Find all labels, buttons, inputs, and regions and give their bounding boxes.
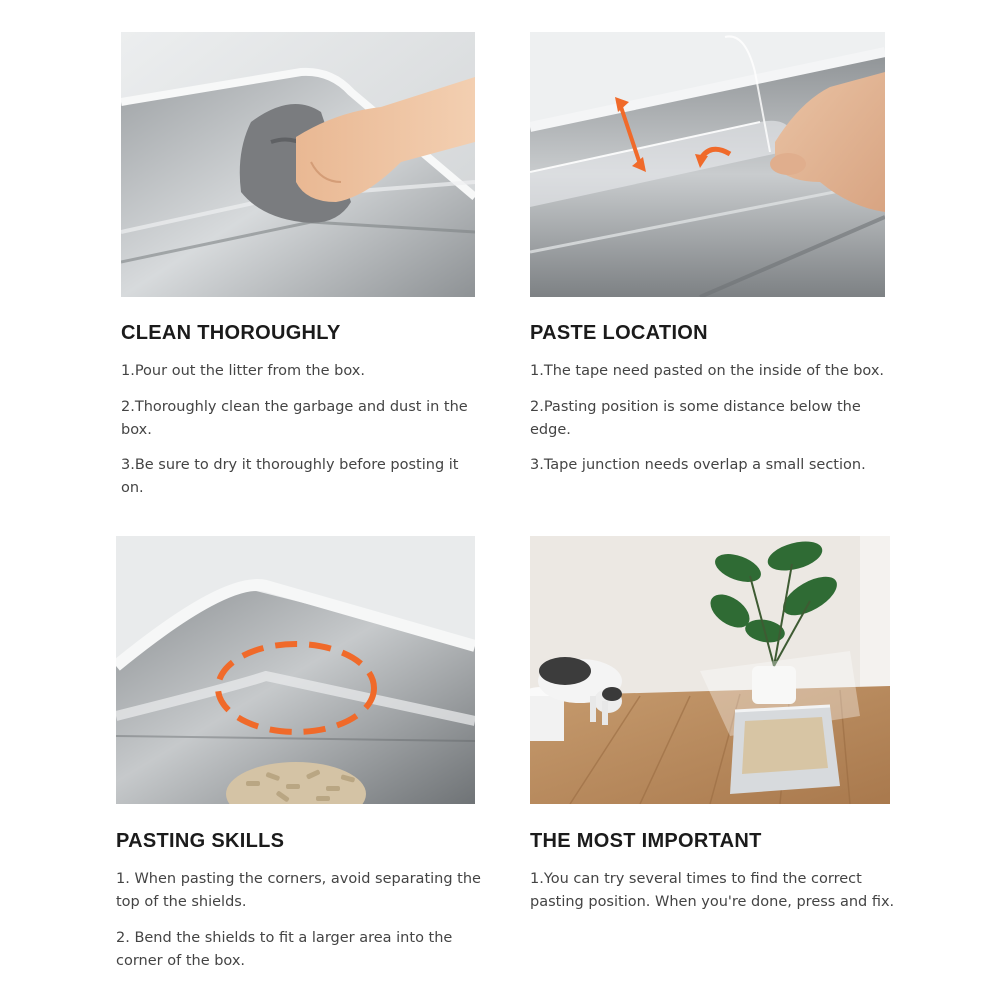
step-text: 2.Pasting position is some distance below the edge. bbox=[530, 399, 861, 438]
panel-title: PASTE LOCATION bbox=[530, 322, 708, 344]
step-text: 3.Be sure to dry it thoroughly before posting it on. bbox=[121, 457, 459, 496]
step-text: 3.Tape junction needs overlap a small section. bbox=[530, 457, 866, 473]
step-text: 1.Pour out the litter from the box. bbox=[121, 363, 365, 379]
step-text: 1.The tape need pasted on the inside of the box. bbox=[530, 363, 885, 379]
stainless-box-wiping-photo bbox=[121, 32, 475, 297]
step-text: 2.Thoroughly clean the garbage and dust in the box. bbox=[121, 399, 468, 438]
step-text: 2. Bend the shields to fit a larger area into the corner of the box. bbox=[116, 930, 453, 969]
cat-room-litter-box-photo bbox=[530, 536, 890, 804]
step-text: 1.You can try several times to find the correct pasting position. When you're done, press and fix. bbox=[530, 871, 895, 910]
panel-title: CLEAN THOROUGHLY bbox=[121, 322, 341, 344]
panel-title: PASTING SKILLS bbox=[116, 830, 285, 852]
step-text: 1. When pasting the corners, avoid separating the top of the shields. bbox=[116, 871, 481, 910]
tape-application-photo bbox=[530, 32, 885, 297]
corner-shield-photo bbox=[116, 536, 475, 804]
panel-title: THE MOST IMPORTANT bbox=[530, 830, 762, 852]
